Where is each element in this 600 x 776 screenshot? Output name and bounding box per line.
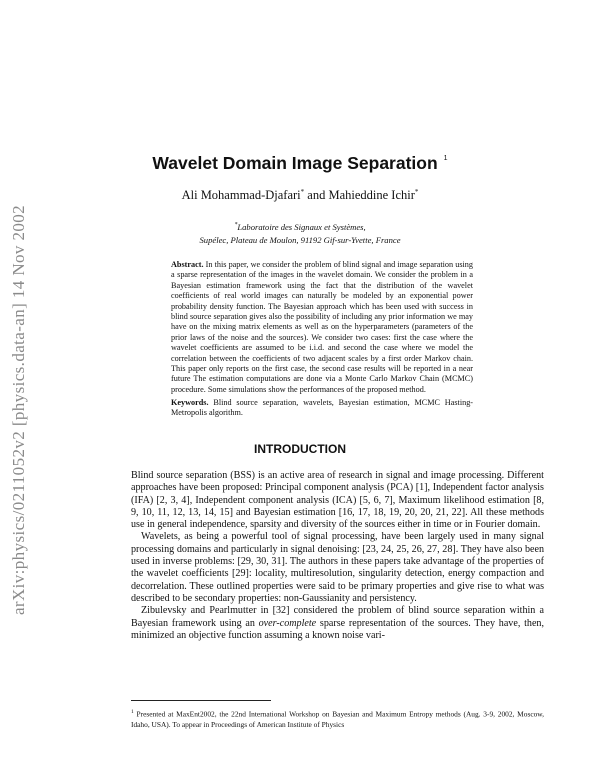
keywords-text: Blind source separation, wavelets, Bayesian estimation, MCMC Hasting-Metropolis algorithm.	[171, 398, 474, 418]
paragraph-3	[131, 605, 544, 642]
footnote	[131, 707, 544, 731]
paragraph-3-end: sparse representation of the sources. They have, then, minimized an objective function assuming a known noise vari-	[131, 617, 544, 641]
author-2: Mahieddine Ichir	[328, 188, 415, 203]
paper-title	[0, 153, 600, 174]
arxiv-stamp	[6, 130, 32, 690]
keywords	[171, 398, 473, 419]
footnote-text: Presented at MaxEnt2002, the 22nd International Workshop on Bayesian and Maximum Entropy methods (Aug. 3-9, 2002, Moscow, Idaho, USA). To appear in Proceedings of American Institute of Physics	[131, 709, 544, 730]
paragraph-2: Wavelets, as being a powerful tool of signal processing, have been largely used in many signal processing domains and particularly in signal denoising: [23, 24, 25, 26, 27, 28]. They have also been used in inverse problems: [29, 30, 31]. The authors in these papers take advantage of the properties of the wavelet coefficients [29]: locality, multiresolution, singularity detection, energy compaction and decorrelation. These outlined properties were said to be primary properties and give rise to what was described to be secondary properties: non-Gaussianity and persistency.	[131, 531, 544, 604]
section-heading-introduction: INTRODUCTION	[254, 442, 346, 456]
abstract-text: In this paper, we consider the problem of blind signal and image separation using a sparse representation of the images in the wavelet domain. We consider the problem in a Bayesian estimation framework using the fact that the distribution of the wavelet coefficients of real world images can naturally be modeled by an exponential power probability density function. The Bayesian approach which has been used with success in blind source separation gives also the possibility of including any prior information we may have on the mixing matrix elements as well as on the hyperparameters (parameters of the prior laws of the noise and the sources). We consider two cases: first the case where the wavelet coefficients are assumed to be i.i.d. and second the case where we model the correlation between the coefficients of two adjacent scales by a first order Markov chain. This paper only reports on the first case, the second case results will be reported in a near future The estimation computations are done via a Monte Carlo Markov Chain (MCMC) procedure. Some simulations show the performances of the proposed method.	[171, 260, 473, 394]
title-footnote-marker: 1	[443, 155, 448, 162]
keywords-label: Keywords.	[171, 398, 209, 407]
author-1-marker: *	[300, 188, 305, 196]
author-1: Ali Mohammad-Djafari	[181, 188, 301, 203]
affiliation-line-1	[0, 219, 600, 234]
body-text	[131, 470, 544, 642]
footnote-rule	[131, 700, 271, 701]
author-2-marker: *	[414, 188, 419, 196]
paragraph-3-emphasis: over-complete	[258, 617, 317, 629]
paragraph-3-start: Zibulevsky and Pearlmutter in [32] considered the problem of blind source separation within a Bayesian framework using an	[131, 605, 544, 629]
author-conjunction: and	[304, 188, 329, 203]
abstract	[171, 260, 473, 395]
affiliation	[0, 219, 600, 247]
paragraph-1: Blind source separation (BSS) is an active area of research in signal and image processing. Different approaches have been proposed: Principal component analysis (PCA) [1], Independent factor analysis (IFA) [2, 3, 4], Independent component analysis (ICA) [5, 6, 7], Maximum likelihood estimation [8, 9, 10, 11, 12, 13, 14, 15] and Bayesian estimation [16, 17, 18, 19, 20, 20, 21, 22]. All these methods use in general independence, sparsity and diversity of the sources either in time or in Fourier domain.	[131, 470, 544, 531]
author-line	[0, 188, 600, 203]
arxiv-stamp-text: arXiv:physics/0211052v2 [physics.data-an] 14 Nov 2002	[9, 204, 28, 616]
paper-title-text: Wavelet Domain Image Separation	[152, 153, 438, 173]
affiliation-marker: *	[234, 222, 238, 228]
affiliation-lab: Laboratoire des Signaux et Systèmes,	[237, 221, 366, 232]
abstract-label: Abstract.	[171, 260, 204, 269]
affiliation-line-2: Supélec, Plateau de Moulon, 91192 Gif-sur-Yvette, France	[199, 234, 401, 245]
footnote-marker: 1	[131, 709, 134, 715]
